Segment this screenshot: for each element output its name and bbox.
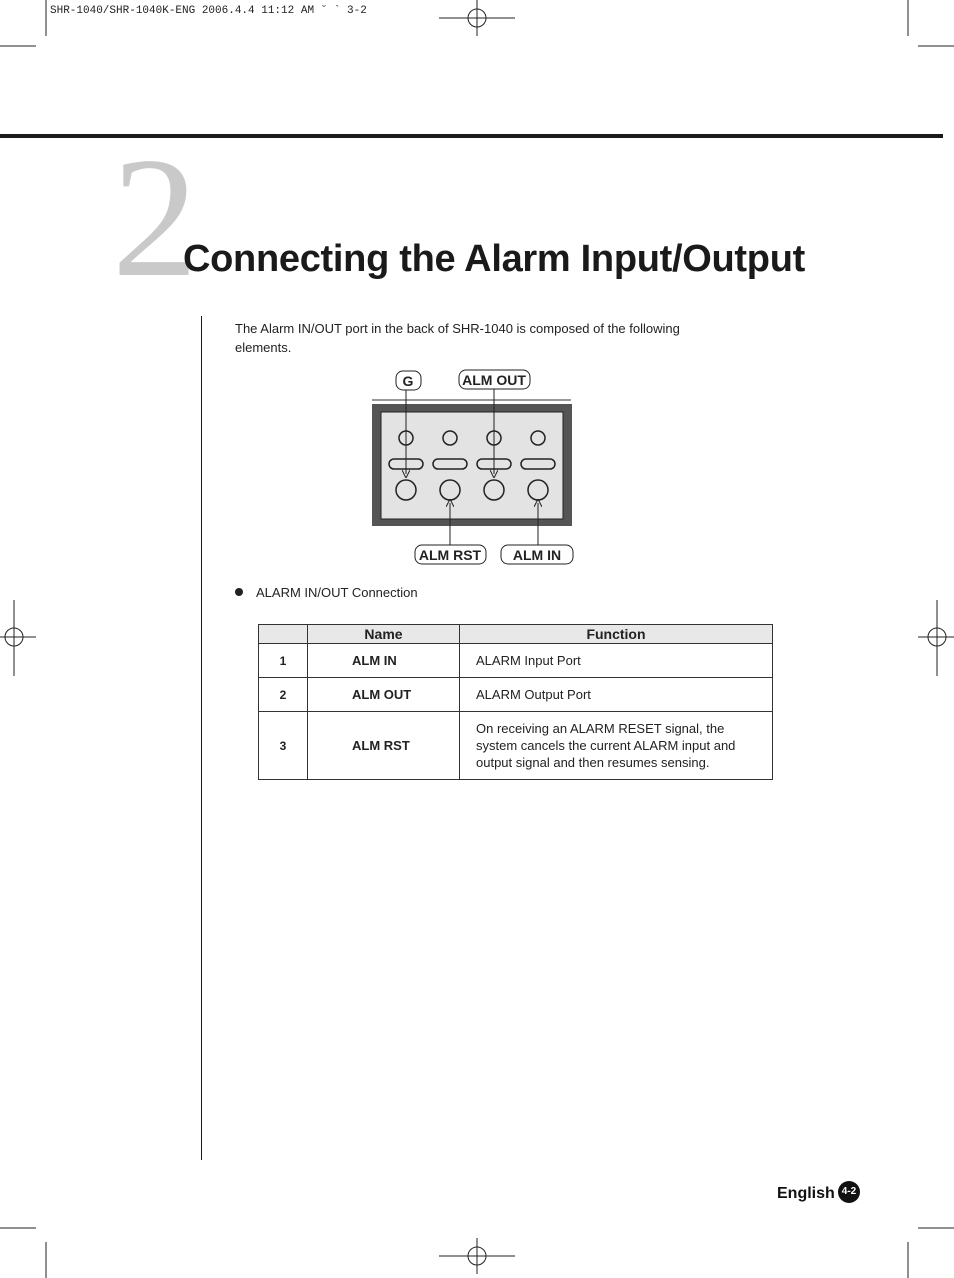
bullet-item xyxy=(235,585,418,600)
connection-table xyxy=(258,624,773,780)
terminal-g xyxy=(396,480,416,500)
table-row xyxy=(259,678,773,712)
header-function: Function xyxy=(460,625,773,644)
alm-rst-label: ALM RST xyxy=(418,547,482,563)
screw-hole xyxy=(531,431,545,445)
intro-paragraph: The Alarm IN/OUT port in the back of SHR-1040 is composed of the following elements. xyxy=(235,321,680,355)
alm-out-label: ALM OUT xyxy=(462,372,526,388)
terminal-alm-out xyxy=(484,480,504,500)
chapter-number: 2 xyxy=(112,123,198,313)
footer-language: English xyxy=(777,1185,835,1202)
page-number-badge: 4-2 xyxy=(838,1181,860,1203)
row-name: ALM OUT xyxy=(308,678,460,712)
table-header-row xyxy=(259,625,773,644)
terminal-slot xyxy=(433,459,467,469)
bullet-text: ALARM IN/OUT Connection xyxy=(256,585,418,600)
row-function: ALARM Input Port xyxy=(460,644,773,678)
g-label: G xyxy=(402,373,414,389)
terminal-alm-rst xyxy=(440,480,460,500)
bullet-dot xyxy=(235,588,243,596)
row-name: ALM IN xyxy=(308,644,460,678)
row-name: ALM RST xyxy=(308,712,460,780)
header-name: Name xyxy=(308,625,460,644)
terminal-alm-in xyxy=(528,480,548,500)
table-row xyxy=(259,712,773,780)
header-number xyxy=(259,625,308,644)
row-function: ALARM Output Port xyxy=(460,678,773,712)
page-title: Connecting the Alarm Input/Output xyxy=(183,238,805,280)
row-function: On receiving an ALARM RESET signal, the system cancels the current ALARM input and output signal and then resumes sensing. xyxy=(460,712,773,780)
row-number: 2 xyxy=(259,678,308,712)
print-header: SHR-1040/SHR-1040K-ENG 2006.4.4 11:12 AM ˘ ` 3-2 xyxy=(50,5,367,17)
terminal-slot xyxy=(521,459,555,469)
table-row xyxy=(259,644,773,678)
screw-hole xyxy=(443,431,457,445)
row-number: 3 xyxy=(259,712,308,780)
alm-in-label: ALM IN xyxy=(512,547,562,563)
row-number: 1 xyxy=(259,644,308,678)
